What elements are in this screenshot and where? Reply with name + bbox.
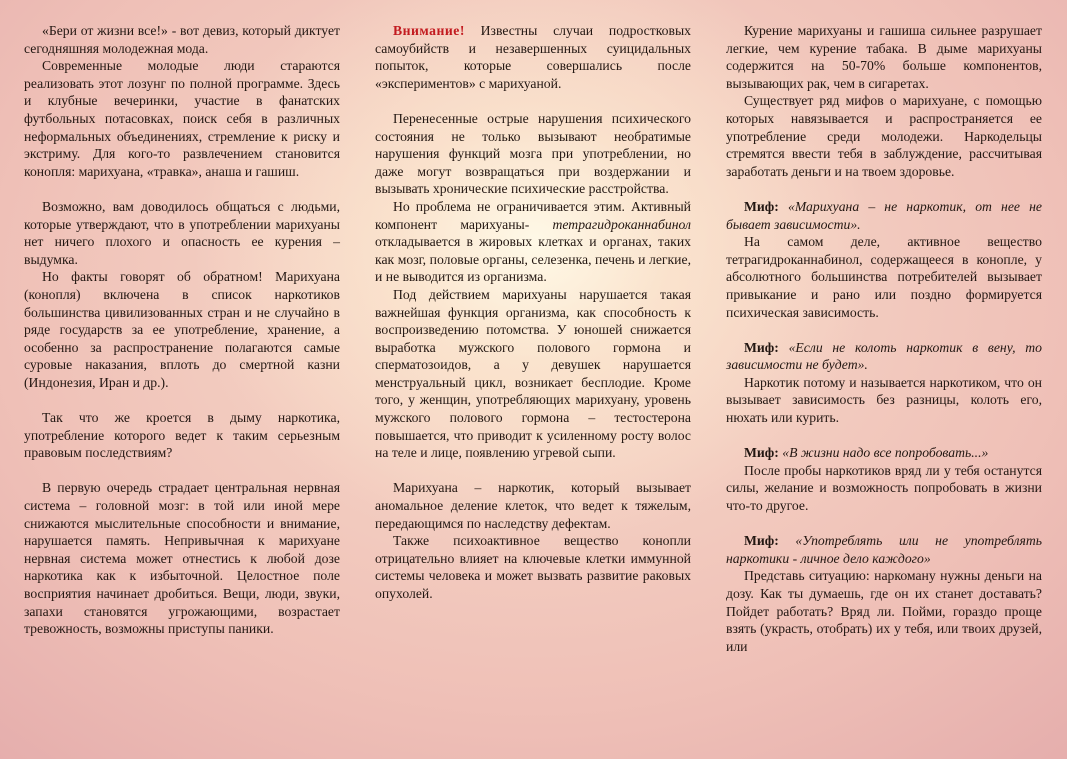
myth-statement: «В жизни надо все попробовать...» (778, 445, 989, 461)
paragraph: Современные молодые люди стараются реализовать этот лозунг по полной программе. Здесь и клубные вечеринки, участие в фанатских футбольных потасовках, поиск себя в различных неформальных объединениях, стремление к риску и экстриму. Для кого-то развлечением становится конопля: марихуана, «травка», анаша и гашиш. (24, 58, 340, 179)
paragraph (375, 198, 691, 286)
myth-statement: «Употреблять или не употреблять наркотики - личное дело каждого» (726, 533, 1042, 566)
myth-label: Миф: (744, 198, 779, 214)
myth-heading (726, 198, 1042, 233)
myth-heading (726, 339, 1042, 374)
paragraph: Наркотик потому и называется наркотиком, что он вызывает зависимость без разницы, колоть его, нюхать или курить. (726, 374, 1042, 426)
paragraph: Существует ряд мифов о марихуане, с помощью которых навязывается и распространяется ее употребление среди молодежи. Наркодельцы стремятся ввести тебя в заблуждение, рассчитывая заработать деньги и на твоем здоровье. (726, 93, 1042, 179)
paragraph: Но факты говорят об обратном! Марихуана (конопля) включена в список наркотиков большинства цивилизованных стран и не случайно в ряде государств за ее употребление, хранение, а особенно за распространение полагаются самые суровые наказания, вплоть до смертной казни (Индонезия, Иран и др.). (24, 269, 340, 390)
paragraph: Представь ситуацию: наркоману нужны деньги на дозу. Как ты думаешь, где он их станет доставать? Пойдет работать? Вряд ли. Пойми, гораздо проще взять (украсть, отобрать) их у тебя, или твоих друзей, или (726, 568, 1042, 654)
paragraph-spacer (726, 180, 1042, 198)
chemical-term: тетрагидроканнабинол (552, 216, 691, 232)
paragraph: Марихуана – наркотик, который вызывает аномальное деление клеток, что ведет к тяжелым, передающимся по наследству дефектам. (375, 480, 691, 531)
paragraph-spacer (726, 321, 1042, 339)
paragraph: Возможно, вам доводилось общаться с людьми, которые утверждают, что в употреблении марихуаны нет ничего плохого и опасность ее курения – выдумка. (24, 198, 340, 267)
middle-column (375, 22, 691, 603)
myth-label: Миф: (744, 445, 779, 461)
myth-statement: «Если не колоть наркотик в вену, то зависимости не будет». (726, 339, 1042, 373)
myth-heading (726, 444, 1042, 462)
warning-label: Внимание! (393, 23, 465, 38)
paragraph-spacer (375, 92, 691, 110)
left-column (24, 22, 340, 638)
paragraph-text: откладывается в жировых клетках и органах, таких как мозг, половые органы, селезенка, печень и легкие, и не выводится из организма. (375, 234, 691, 285)
paragraph: На самом деле, активное вещество тетрагидроканнабинол, содержащееся в конопле, у абсолютного большинства потребителей вызывает привыкание и рано или поздно формируется психическая зависимость. (726, 234, 1042, 320)
right-column (726, 22, 1042, 655)
myth-label: Миф: (744, 533, 779, 549)
paragraph: Под действием марихуаны нарушается такая важнейшая функция организма, как способность к воспроизведению потомства. У юношей снижается выработка мужского полового гормона и сперматозоидов, а у девушек нарушается менструальный цикл, возникает бесплодие. Кроме того, у женщин, употребляющих марихуану, уровень мужского полового гормона – тестостерона повышается, что приводит к усиленному росту волос на теле и лице, появлению угревой сыпи. (375, 286, 691, 461)
paragraph: В первую очередь страдает центральная нервная система – головной мозг: в той или иной мере снижаются мыслительные способности и внимание, нарушается память. Непривычная к марихуане нервная система может отнестись к любой дозе наркотика как к избыточной. Целостное поле восприятия начинает дробиться. Вещи, люди, звуки, запахи становятся угрожающими, возрастает тревожность, возможны приступы паники. (24, 480, 340, 637)
myth-heading (726, 532, 1042, 567)
paragraph-spacer (726, 427, 1042, 445)
paragraph: Так что же кроется в дыму наркотика, употребление которого ведет к таким серьезным правовым последствиям? (24, 410, 340, 461)
paragraph-spacer (24, 180, 340, 198)
warning-text: Известны случаи подростковых самоубийств и незавершенных суицидальных попыток, которые совершались после «экспериментов» с марихуаной. (375, 23, 691, 91)
paragraph-text: Но проблема не ограничивается этим. Активный компонент марихуаны- (375, 198, 691, 232)
warning-paragraph (375, 22, 691, 92)
paragraph-spacer (24, 391, 340, 409)
paragraph-spacer (726, 515, 1042, 533)
paragraph: Курение марихуаны и гашиша сильнее разрушает легкие, чем курение табака. В дыме марихуаны содержится на 50-70% больше компонентов, вызывающих рак, чем в сигаретах. (726, 23, 1042, 91)
paragraph-spacer (24, 462, 340, 480)
myth-label: Миф: (744, 339, 779, 355)
myth-statement: «Марихуана – не наркотик, от нее не бывает зависимости». (726, 198, 1042, 232)
paragraph: После пробы наркотиков вряд ли у тебя останутся силы, желание и возможность попробовать в жизни что-то другое. (726, 462, 1042, 514)
paragraph: Перенесенные острые нарушения психического состояния не только вызывают необратимые нарушения функций мозга при употреблении, но даже могут возвращаться при воздержании и вызывать хронические психические расстройства. (375, 110, 691, 197)
paragraph-spacer (375, 462, 691, 480)
paragraph: «Бери от жизни все!» - вот девиз, который диктует сегодняшняя молодежная мода. (24, 23, 340, 56)
paragraph: Также психоактивное вещество конопли отрицательно влияет на ключевые клетки иммунной системы человека и может вызвать развитие раковых опухолей. (375, 533, 691, 601)
